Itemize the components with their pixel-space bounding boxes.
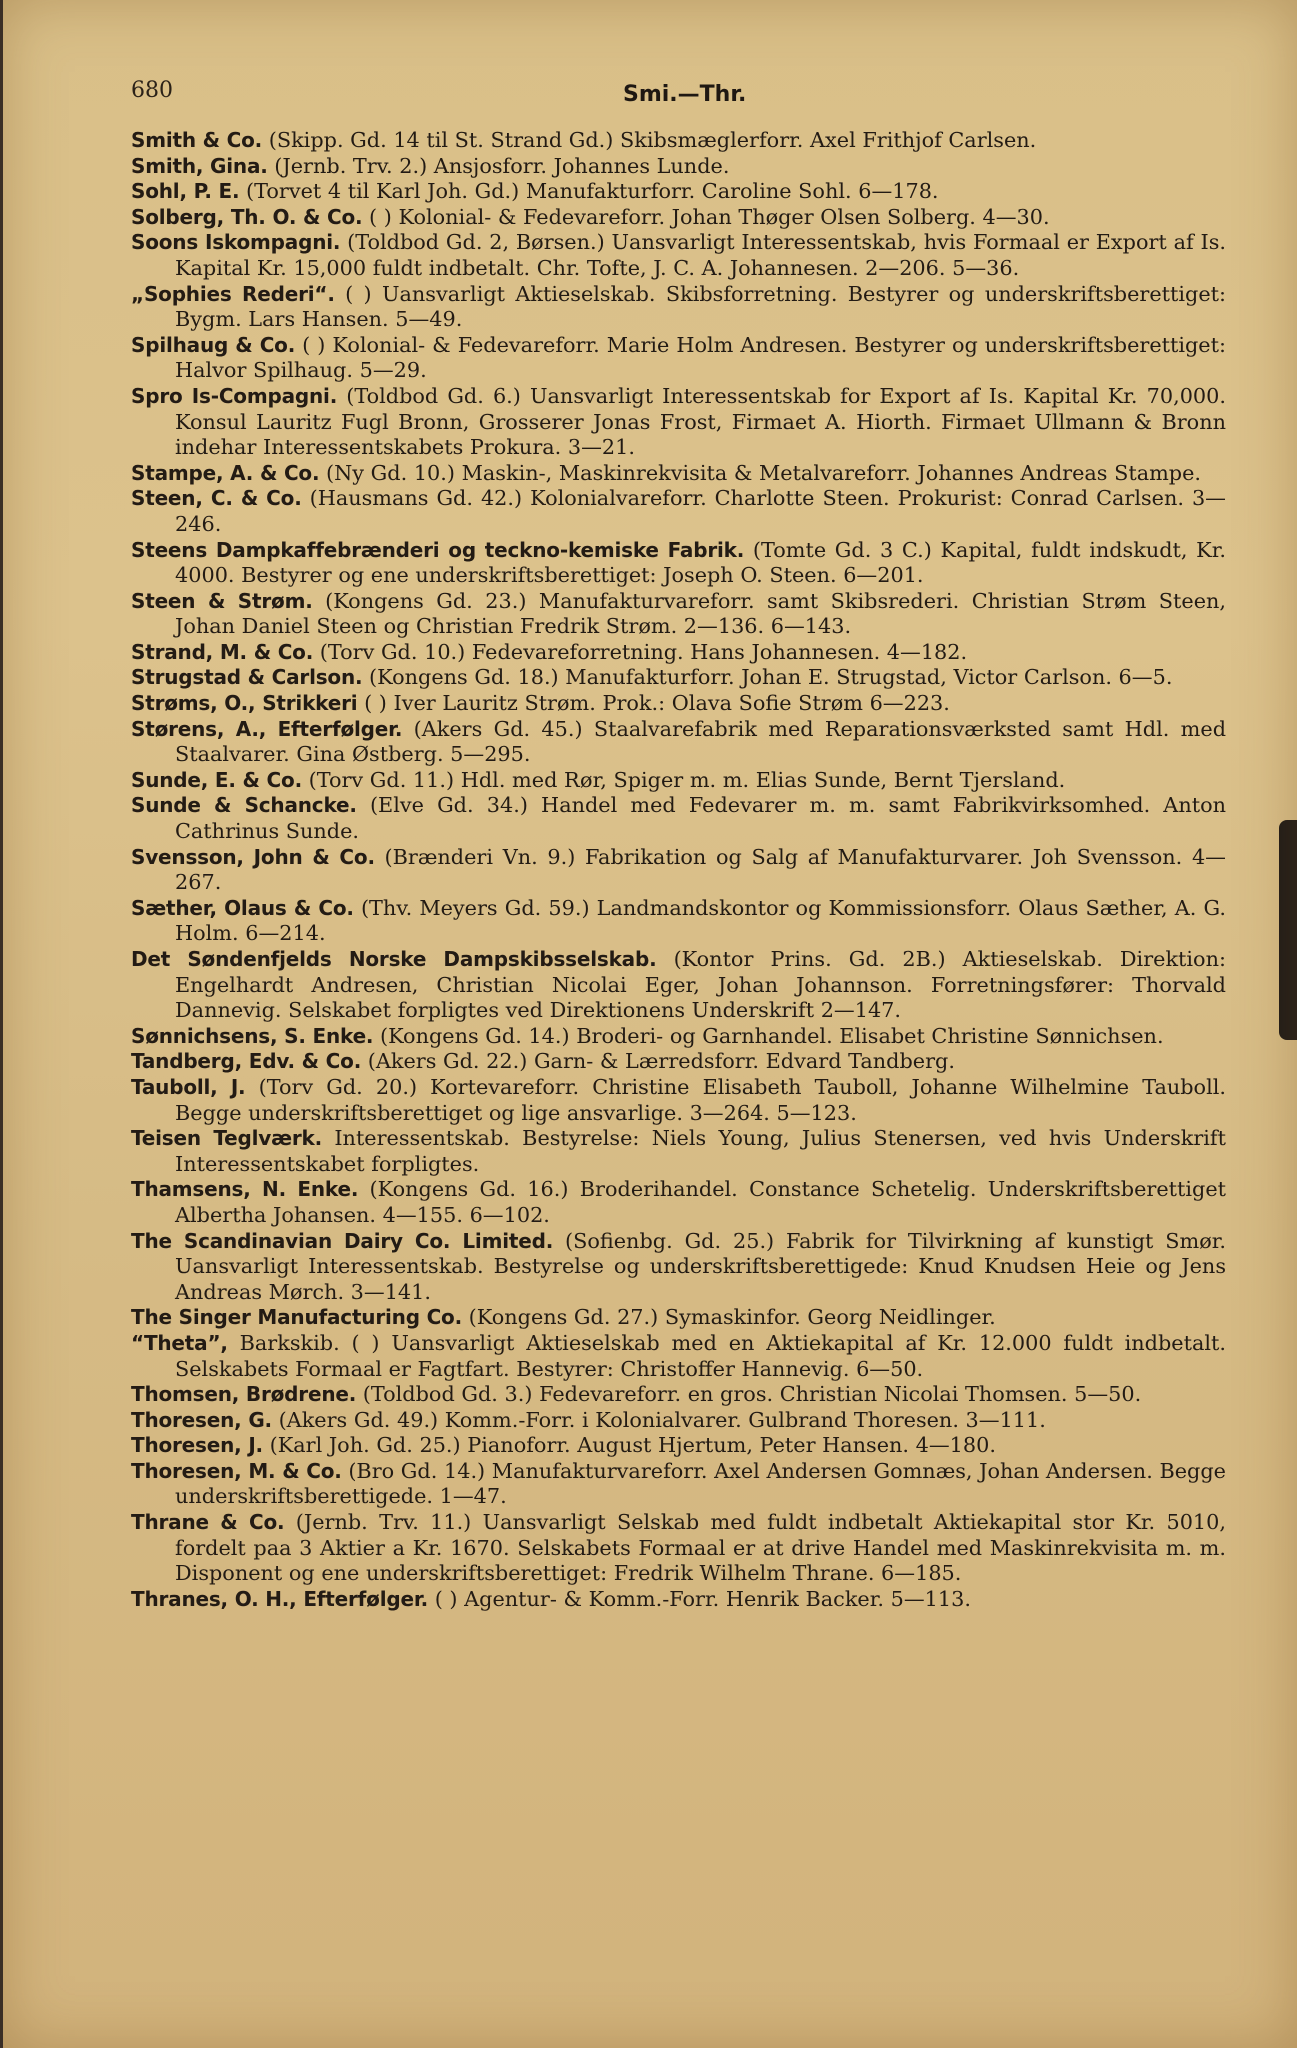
- entry-name: „Sophies Rederi“.: [131, 281, 335, 306]
- directory-entry: [131, 640, 1226, 666]
- directory-entry: [131, 1229, 1226, 1306]
- entry-text: (Sofienbg. Gd. 25.) Fabrik for Tilvirkning af kunstigt Smør. Uansvarligt Interessentskab. Bestyrelse og underskriftsberettigede: Knud Knudsen Heie og Jens Andreas Mørch. 3—141.: [175, 1228, 1226, 1304]
- entry-text: (Kongens Gd. 23.) Manufakturvareforr. samt Skibsrederi. Christian Strøm Steen, Johan Daniel Steen og Christian Fredrik Strøm. 2—136. 6—143.: [175, 588, 1227, 639]
- directory-entry: [131, 128, 1226, 154]
- entry-name: Svensson, John & Co.: [131, 844, 375, 869]
- entry-name: Thoresen, G.: [131, 1407, 272, 1432]
- entry-text: (Jernb. Trv. 11.) Uansvarligt Selskab med fuldt indbetalt Aktiekapital stor Kr. 5010, fordelt paa 3 Aktier a Kr. 1670. Selskabets Formaal er at drive Handel med Maskinrekvisita m. m. Disponent og ene underskriftsberettiget: Fredrik Wilhelm Thrane. 6—185.: [175, 1510, 1227, 1586]
- entry-text: ( ) Agentur- & Komm.-Forr. Henrik Backer. 5—113.: [434, 1586, 971, 1611]
- entry-name: Thomsen, Brødrene.: [131, 1382, 357, 1407]
- directory-entry: [131, 1408, 1226, 1434]
- directory-entry: [131, 896, 1226, 947]
- directory-entry: [131, 717, 1226, 768]
- directory-entry: [131, 768, 1226, 794]
- entry-text: (Toldbod Gd. 3.) Fedevareforr. en gros. Christian Nicolai Thomsen. 5—50.: [362, 1382, 1142, 1407]
- directory-entry: [131, 205, 1226, 231]
- entry-text: (Elve Gd. 34.) Handel med Fedevarer m. m. samt Fabrikvirksomhed. Anton Cathrinus Sunde.: [175, 793, 1226, 844]
- directory-entry: [131, 486, 1226, 537]
- directory-entry: [131, 1177, 1226, 1228]
- entry-name: The Singer Manufacturing Co.: [131, 1305, 462, 1330]
- entry-name: Thoresen, M. & Co.: [131, 1458, 342, 1483]
- entry-text: ( ) Kolonial- & Fedevareforr. Marie Holm Andresen. Bestyrer og underskriftsberettiget: Halvor Spilhaug. 5—29.: [175, 332, 1226, 383]
- entry-text: (Ny Gd. 10.) Maskin-, Maskinrekvisita & Metalvareforr. Johannes Andreas Stampe.: [326, 460, 1202, 485]
- directory-entry: [131, 1305, 1226, 1331]
- entry-name: Strøms, O., Strikkeri: [131, 691, 358, 716]
- entry-name: Sæther, Olaus & Co.: [131, 895, 354, 920]
- directory-entry: [131, 179, 1226, 205]
- entry-name: Thamsens, N. Enke.: [131, 1177, 359, 1202]
- directory-entry: [131, 1510, 1226, 1587]
- entry-name: Strand, M. & Co.: [131, 639, 314, 664]
- entry-text: (Hausmans Gd. 42.) Kolonialvareforr. Charlotte Steen. Prokurist: Conrad Carlsen. 3—246.: [175, 486, 1226, 536]
- directory-entry: [131, 1126, 1226, 1177]
- entry-text: (Kongens Gd. 16.) Broderihandel. Constance Schetelig. Underskriftsberettiget Albertha Johansen. 4—155. 6—102.: [175, 1177, 1226, 1227]
- entry-text: (Bro Gd. 14.) Manufakturvareforr. Axel Andersen Gomnæs, Johan Andersen. Begge underskriftsberettigede. 1—47.: [175, 1458, 1226, 1509]
- directory-entry: [131, 333, 1226, 384]
- entry-name: Steens Dampkaffebrænderi og teckno-kemiske Fabrik.: [131, 537, 745, 562]
- entry-name: Stampe, A. & Co.: [131, 460, 320, 485]
- directory-entry: [131, 1459, 1226, 1510]
- entry-name: Thoresen, J.: [131, 1433, 263, 1458]
- entry-text: (Skipp. Gd. 14 til St. Strand Gd.) Skibsmæglerforr. Axel Frithjof Carlsen.: [268, 128, 1037, 152]
- entry-text: (Akers Gd. 49.) Komm.-Forr. i Kolonialvarer. Gulbrand Thoresen. 3—111.: [278, 1407, 1046, 1432]
- directory-entry: [131, 230, 1226, 281]
- directory-entry: [131, 1024, 1226, 1050]
- entry-name: Thrane & Co.: [131, 1510, 285, 1535]
- entry-name: Det Søndenfjelds Norske Dampskibsselskab.: [131, 947, 657, 971]
- entry-text: (Torv Gd. 11.) Hdl. med Rør, Spiger m. m. Elias Sunde, Bernt Tjersland.: [308, 767, 1066, 792]
- entry-text: (Kongens Gd. 27.) Symaskinfor. Georg Neidlinger.: [468, 1305, 996, 1330]
- directory-entry: [131, 1075, 1226, 1126]
- entry-text: (Akers Gd. 22.) Garn- & Lærredsforr. Edvard Tandberg.: [367, 1049, 955, 1074]
- torn-edge: [1279, 820, 1297, 1040]
- directory-entry: [131, 1382, 1226, 1408]
- directory-entry: [131, 384, 1226, 461]
- directory-entry: [131, 691, 1226, 717]
- directory-entry: [131, 589, 1226, 640]
- directory-entry: [131, 1433, 1226, 1459]
- entry-name: Tandberg, Edv. & Co.: [131, 1049, 362, 1074]
- entry-name: Sunde, E. & Co.: [131, 767, 302, 792]
- entry-text: (Torvet 4 til Karl Joh. Gd.) Manufakturforr. Caroline Sohl. 6—178.: [246, 179, 939, 204]
- entry-name: Smith & Co.: [131, 128, 263, 152]
- entry-text: ( ) Uansvarligt Aktieselskab. Skibsforretning. Bestyrer og underskriftsberettiget: Bygm. Lars Hansen. 5—49.: [175, 281, 1226, 332]
- entry-text: Barkskib. ( ) Uansvarligt Aktieselskab med en Aktiekapital af Kr. 12.000 fuldt indbetalt. Selskabets Formaal er Fagtfart. Bestyrer: Christoffer Hannevig. 6—50.: [175, 1330, 1226, 1381]
- entry-text: (Thv. Meyers Gd. 59.) Landmandskontor og Kommissionsforr. Olaus Sæther, A. G. Holm. 6—214.: [175, 895, 1226, 946]
- entry-name: “Theta”,: [131, 1330, 228, 1355]
- entry-text: (Brænderi Vn. 9.) Fabrikation og Salg af Manufakturvarer. Joh Svensson. 4—267.: [175, 844, 1226, 895]
- entry-text: (Kongens Gd. 18.) Manufakturforr. Johan E. Strugstad, Victor Carlson. 6—5.: [369, 665, 1173, 690]
- directory-entries: [131, 128, 1226, 1612]
- directory-entry: [131, 947, 1226, 1024]
- directory-entry: [131, 154, 1226, 180]
- entry-name: Soons Iskompagni.: [131, 230, 341, 255]
- entry-text: ( ) Kolonial- & Fedevareforr. Johan Thøger Olsen Solberg. 4—30.: [369, 204, 1050, 229]
- directory-entry: [131, 793, 1226, 844]
- entry-name: Størens, A., Efterfølger.: [131, 716, 403, 741]
- entry-text: (Akers Gd. 45.) Staalvarefabrik med Reparationsværksted samt Hdl. med Staalvarer. Gina Østberg. 5—295.: [175, 716, 1227, 767]
- entry-name: Spilhaug & Co.: [131, 332, 296, 357]
- entry-text: (Toldbod Gd. 6.) Uansvarligt Interessentskab for Export af Is. Kapital Kr. 70,000. Konsul Lauritz Fugl Bronn, Grosserer Jonas Frost, Firmaet A. Hiorth. Firmaet Ullmann & Bronn indehar Interessentskabets Prokura. 3—21.: [175, 383, 1227, 460]
- page-number: 680: [131, 78, 173, 103]
- entry-name: Sønnichsens, S. Enke.: [131, 1023, 374, 1048]
- entry-name: Solberg, Th. O. & Co.: [131, 204, 363, 229]
- directory-entry: [131, 1049, 1226, 1075]
- directory-entry: [131, 282, 1226, 333]
- entry-text: ( ) Iver Lauritz Strøm. Prok.: Olava Sofie Strøm 6—223.: [364, 691, 950, 716]
- entry-name: Tauboll, J.: [131, 1074, 246, 1099]
- entry-name: Teisen Teglværk.: [131, 1126, 323, 1151]
- entry-name: Steen, C. & Co.: [131, 486, 302, 511]
- entry-text: Interessentskab. Bestyrelse: Niels Young, Julius Stenersen, ved hvis Underskrift Interessentskabet forpligtes.: [175, 1126, 1226, 1176]
- directory-entry: [131, 538, 1226, 589]
- entry-name: Sunde & Schancke.: [131, 793, 357, 818]
- entry-name: Thranes, O. H., Efterfølger.: [131, 1586, 429, 1611]
- entry-text: (Kontor Prins. Gd. 2B.) Aktieselskab. Direktion: Engelhardt Andresen, Christian Nicolai Eger, Johan Johannson. Forretningsfører: Thorvald Dannevig. Selskabet forpligtes ved Direktionens Underskrift 2—147.: [175, 947, 1226, 1023]
- entry-name: Smith, Gina.: [131, 153, 268, 178]
- entry-text: (Jernb. Trv. 2.) Ansjosforr. Johannes Lunde.: [274, 153, 730, 178]
- entry-name: Steen & Strøm.: [131, 588, 313, 613]
- running-head: Smi.—Thr.: [623, 82, 747, 107]
- directory-entry: [131, 461, 1226, 487]
- directory-entry: [131, 845, 1226, 896]
- entry-text: (Toldbod Gd. 2, Børsen.) Uansvarligt Interessentskab, hvis Formaal er Export af Is. Kapital Kr. 15,000 fuldt indbetalt. Chr. Tofte, J. C. A. Johannesen. 2—206. 5—36.: [175, 230, 1226, 280]
- entry-text: (Karl Joh. Gd. 25.) Pianoforr. August Hjertum, Peter Hansen. 4—180.: [269, 1433, 996, 1458]
- entry-name: Sohl, P. E.: [131, 179, 240, 204]
- directory-entry: [131, 665, 1226, 691]
- entry-name: Strugstad & Carlson.: [131, 665, 363, 690]
- entry-text: (Kongens Gd. 14.) Broderi- og Garnhandel. Elisabet Christine Sønnichsen.: [379, 1023, 1164, 1048]
- entry-text: (Torv Gd. 20.) Kortevareforr. Christine Elisabeth Tauboll, Johanne Wilhelmine Tauboll. Begge underskriftsberettiget og lige ansvarlige. 3—264. 5—123.: [175, 1074, 1226, 1125]
- entry-text: (Torv Gd. 10.) Fedevareforretning. Hans Johannesen. 4—182.: [319, 639, 968, 664]
- entry-name: Spro Is-Compagni.: [131, 383, 338, 408]
- entry-text: (Tomte Gd. 3 C.) Kapital, fuldt indskudt, Kr. 4000. Bestyrer og ene underskriftsberettiget: Joseph O. Steen. 6—201.: [175, 537, 1226, 588]
- entry-name: The Scandinavian Dairy Co. Limited.: [131, 1228, 554, 1253]
- directory-entry: [131, 1587, 1226, 1613]
- directory-entry: [131, 1331, 1226, 1382]
